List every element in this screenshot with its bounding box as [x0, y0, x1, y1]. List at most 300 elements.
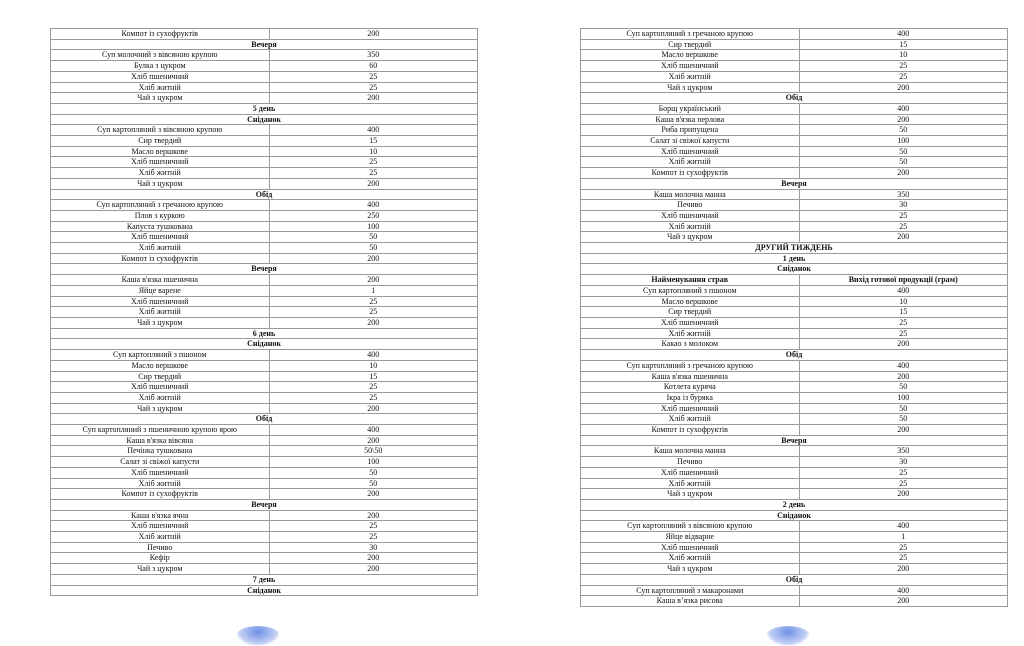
- dish-yield: 25: [799, 553, 1008, 564]
- dish-name: Салат зі свіжої капусти: [51, 457, 270, 468]
- dish-name: Печиво: [581, 457, 800, 468]
- dish-yield: 350: [269, 50, 478, 61]
- section-row: [51, 189, 478, 200]
- dish-name: Хліб житній: [51, 307, 270, 318]
- table-row: [581, 189, 1008, 200]
- dish-yield: 100: [799, 136, 1008, 147]
- dish-yield: 200: [269, 510, 478, 521]
- dish-name: Какао з молоком: [581, 339, 800, 350]
- dish-yield: 25: [799, 61, 1008, 72]
- dish-name: Хліб пшеничний: [51, 382, 270, 393]
- section-row: [581, 93, 1008, 104]
- dish-name: Сир твердий: [51, 136, 270, 147]
- table-row: [581, 114, 1008, 125]
- table-row: [581, 414, 1008, 425]
- dish-yield: 25: [799, 542, 1008, 553]
- dish-yield: 350: [799, 189, 1008, 200]
- table-row: [581, 478, 1008, 489]
- dish-name: Суп картопляний з вівсяною крупою: [51, 125, 270, 136]
- dish-yield: 50\50: [269, 446, 478, 457]
- dish-yield: 50: [799, 125, 1008, 136]
- dish-name: Хліб житній: [581, 478, 800, 489]
- table-row: [51, 221, 478, 232]
- dish-yield: 200: [269, 317, 478, 328]
- dish-yield: 25: [799, 210, 1008, 221]
- dish-yield: 200: [269, 489, 478, 500]
- dish-name: Каша в’язка рисова: [581, 596, 800, 607]
- table-row: [581, 200, 1008, 211]
- dish-name: Плов з куркою: [51, 210, 270, 221]
- table-row: [51, 93, 478, 104]
- dish-yield: 50: [269, 478, 478, 489]
- table-row: [51, 467, 478, 478]
- dish-name: Хліб пшеничний: [51, 157, 270, 168]
- table-header-row: [581, 275, 1008, 286]
- dish-name: Хліб пшеничний: [51, 467, 270, 478]
- dish-name: Хліб житній: [51, 82, 270, 93]
- section-heading: 6 день: [51, 328, 478, 339]
- dish-yield: 25: [269, 71, 478, 82]
- table-row: [51, 168, 478, 179]
- section-row: [51, 585, 478, 596]
- column-header-yield: Вихід готової продукції (грам): [799, 275, 1008, 286]
- table-row: [51, 542, 478, 553]
- dish-yield: 25: [799, 478, 1008, 489]
- dish-name: Сир твердий: [51, 371, 270, 382]
- dish-yield: 25: [269, 307, 478, 318]
- dish-yield: 15: [269, 371, 478, 382]
- table-row: [581, 146, 1008, 157]
- dish-yield: 100: [269, 221, 478, 232]
- dish-yield: 400: [269, 125, 478, 136]
- dish-name: Капуста тушкована: [51, 221, 270, 232]
- section-heading: Сніданок: [581, 264, 1008, 275]
- dish-yield: 400: [799, 285, 1008, 296]
- dish-yield: 200: [799, 425, 1008, 436]
- dish-name: Чай з цукром: [51, 93, 270, 104]
- dish-name: Чай з цукром: [51, 178, 270, 189]
- dish-name: Яйце варене: [51, 285, 270, 296]
- dish-name: Суп картопляний з вівсяною крупою: [581, 521, 800, 532]
- table-row: [581, 532, 1008, 543]
- table-row: [581, 585, 1008, 596]
- dish-name: Суп картопляний з гречаною крупою: [581, 29, 800, 40]
- table-row: [51, 317, 478, 328]
- dish-yield: 200: [799, 596, 1008, 607]
- section-heading: Обід: [51, 189, 478, 200]
- dish-yield: 25: [799, 467, 1008, 478]
- table-row: [581, 564, 1008, 575]
- dish-name: Чай з цукром: [581, 232, 800, 243]
- table-row: [51, 371, 478, 382]
- table-row: [51, 285, 478, 296]
- dish-name: Чай з цукром: [581, 564, 800, 575]
- dish-yield: 350: [799, 446, 1008, 457]
- section-heading: Вечеря: [51, 39, 478, 50]
- dish-yield: 100: [269, 457, 478, 468]
- table-row: [51, 275, 478, 286]
- dish-name: Чай з цукром: [51, 317, 270, 328]
- table-row: [51, 125, 478, 136]
- dish-yield: 10: [269, 360, 478, 371]
- section-row: [581, 264, 1008, 275]
- table-row: [51, 360, 478, 371]
- dish-name: Хліб пшеничний: [581, 61, 800, 72]
- dish-name: Суп картопляний з пшоном: [581, 285, 800, 296]
- dish-yield: 25: [269, 296, 478, 307]
- table-row: [51, 350, 478, 361]
- section-heading: Сніданок: [51, 114, 478, 125]
- dish-yield: 250: [269, 210, 478, 221]
- dish-yield: 25: [269, 82, 478, 93]
- dish-yield: 200: [799, 564, 1008, 575]
- table-row: [51, 200, 478, 211]
- dish-yield: 50: [799, 403, 1008, 414]
- dish-yield: 100: [799, 392, 1008, 403]
- section-row: [51, 114, 478, 125]
- table-row: [581, 61, 1008, 72]
- table-row: [581, 446, 1008, 457]
- dish-name: Ікра із буряка: [581, 392, 800, 403]
- dish-name: Масло вершкове: [51, 146, 270, 157]
- dish-yield: 25: [269, 382, 478, 393]
- dish-name: Масло вершкове: [581, 50, 800, 61]
- dish-yield: 60: [269, 61, 478, 72]
- section-heading: Сніданок: [581, 510, 1008, 521]
- dish-name: Кефір: [51, 553, 270, 564]
- table-row: [51, 553, 478, 564]
- dish-name: Суп картопляний з гречаною крупою: [581, 360, 800, 371]
- section-row: [51, 499, 478, 510]
- dish-name: Компот із сухофруктів: [581, 425, 800, 436]
- table-row: [51, 478, 478, 489]
- table-row: [581, 157, 1008, 168]
- table-row: [51, 146, 478, 157]
- dish-yield: 200: [799, 489, 1008, 500]
- column-header-dish: Найменування страв: [581, 275, 800, 286]
- table-row: [581, 596, 1008, 607]
- section-row: [51, 414, 478, 425]
- table-row: [581, 328, 1008, 339]
- table-row: [51, 521, 478, 532]
- dish-yield: 30: [799, 457, 1008, 468]
- table-row: [581, 542, 1008, 553]
- table-row: [581, 382, 1008, 393]
- table-row: [51, 232, 478, 243]
- table-row: [581, 125, 1008, 136]
- table-row: [51, 157, 478, 168]
- table-row: [581, 467, 1008, 478]
- section-row: [51, 39, 478, 50]
- dish-name: Суп молочний з вівсяною крупою: [51, 50, 270, 61]
- table-row: [581, 29, 1008, 40]
- dish-name: Суп картопляний з пшеничною крупою ярою: [51, 425, 270, 436]
- table-row: [51, 61, 478, 72]
- table-row: [51, 435, 478, 446]
- table-row: [581, 285, 1008, 296]
- section-heading: Обід: [581, 350, 1008, 361]
- dish-name: Хліб житній: [51, 168, 270, 179]
- dish-name: Сир твердий: [581, 307, 800, 318]
- dish-name: Хліб пшеничний: [51, 521, 270, 532]
- dish-name: Хліб пшеничний: [51, 71, 270, 82]
- dish-name: Масло вершкове: [51, 360, 270, 371]
- section-row: [581, 178, 1008, 189]
- dish-name: Суп картопляний з макаронами: [581, 585, 800, 596]
- dish-name: Хліб пшеничний: [581, 146, 800, 157]
- table-row: [581, 210, 1008, 221]
- table-row: [51, 446, 478, 457]
- table-row: [581, 403, 1008, 414]
- dish-name: Хліб житній: [51, 532, 270, 543]
- table-row: [51, 71, 478, 82]
- dish-name: Хліб житній: [581, 221, 800, 232]
- dish-yield: 25: [799, 317, 1008, 328]
- dish-name: Риба припущена: [581, 125, 800, 136]
- dish-yield: 30: [269, 542, 478, 553]
- table-row: [581, 553, 1008, 564]
- section-heading: Обід: [581, 574, 1008, 585]
- dish-name: Хліб пшеничний: [51, 232, 270, 243]
- dish-name: Хліб пшеничний: [581, 403, 800, 414]
- table-row: [51, 178, 478, 189]
- dish-name: Хліб житній: [51, 478, 270, 489]
- dish-yield: 10: [799, 296, 1008, 307]
- table-row: [51, 382, 478, 393]
- table-row: [51, 307, 478, 318]
- dish-yield: 200: [799, 168, 1008, 179]
- dish-yield: 15: [799, 39, 1008, 50]
- section-row: [51, 103, 478, 114]
- dish-yield: 200: [269, 178, 478, 189]
- dish-name: Каша в'язка вівсяна: [51, 435, 270, 446]
- table-row: [581, 103, 1008, 114]
- table-row: [581, 307, 1008, 318]
- dish-yield: 50: [799, 414, 1008, 425]
- table-row: [581, 339, 1008, 350]
- dish-yield: 200: [269, 435, 478, 446]
- dish-name: Каша молочна манна: [581, 446, 800, 457]
- dish-yield: 400: [799, 585, 1008, 596]
- dish-name: Чай з цукром: [51, 564, 270, 575]
- table-row: [581, 168, 1008, 179]
- section-heading: Вечеря: [581, 178, 1008, 189]
- dish-yield: 200: [269, 553, 478, 564]
- dish-name: Салат зі свіжої капусти: [581, 136, 800, 147]
- dish-yield: 400: [269, 425, 478, 436]
- dish-name: Чай з цукром: [581, 82, 800, 93]
- section-heading: Обід: [51, 414, 478, 425]
- section-row: [581, 350, 1008, 361]
- dish-yield: 25: [799, 71, 1008, 82]
- section-heading: Сніданок: [51, 339, 478, 350]
- page-decoration-icon: [236, 626, 280, 646]
- table-row: [581, 371, 1008, 382]
- section-heading: Вечеря: [51, 264, 478, 275]
- document-page-right: [580, 28, 1008, 607]
- dish-name: Каша в'язка пшенична: [51, 275, 270, 286]
- dish-yield: 200: [269, 253, 478, 264]
- dish-name: Борщ український: [581, 103, 800, 114]
- dish-name: Хліб житній: [581, 328, 800, 339]
- table-row: [581, 71, 1008, 82]
- table-row: [581, 317, 1008, 328]
- section-row: [51, 328, 478, 339]
- table-row: [51, 489, 478, 500]
- dish-name: Хліб житній: [51, 392, 270, 403]
- table-row: [51, 296, 478, 307]
- dish-name: Печиво: [581, 200, 800, 211]
- section-row: [51, 574, 478, 585]
- section-heading: 7 день: [51, 574, 478, 585]
- dish-yield: 200: [269, 93, 478, 104]
- table-row: [51, 425, 478, 436]
- section-row: [51, 264, 478, 275]
- table-row: [51, 243, 478, 254]
- menu-table: [580, 28, 1008, 607]
- dish-name: Каша в'язка перлова: [581, 114, 800, 125]
- dish-yield: 50: [799, 146, 1008, 157]
- section-row: [581, 253, 1008, 264]
- dish-name: Яйце відварне: [581, 532, 800, 543]
- section-row: [581, 510, 1008, 521]
- dish-yield: 200: [799, 371, 1008, 382]
- dish-yield: 25: [799, 328, 1008, 339]
- section-heading: Вечеря: [581, 435, 1008, 446]
- dish-yield: 50: [799, 157, 1008, 168]
- dish-name: Хліб пшеничний: [51, 296, 270, 307]
- section-heading: ДРУГИЙ ТИЖДЕНЬ: [581, 243, 1008, 254]
- dish-yield: 30: [799, 200, 1008, 211]
- dish-yield: 400: [269, 350, 478, 361]
- table-row: [581, 457, 1008, 468]
- dish-yield: 15: [269, 136, 478, 147]
- dish-yield: 200: [799, 114, 1008, 125]
- table-row: [51, 457, 478, 468]
- dish-yield: 25: [269, 168, 478, 179]
- dish-name: Чай з цукром: [51, 403, 270, 414]
- section-row: [581, 435, 1008, 446]
- table-row: [581, 489, 1008, 500]
- section-heading: Сніданок: [51, 585, 478, 596]
- dish-name: Компот із сухофруктів: [51, 29, 270, 40]
- dish-yield: 400: [799, 360, 1008, 371]
- table-row: [581, 425, 1008, 436]
- page-decoration-icon: [766, 626, 810, 646]
- table-row: [51, 403, 478, 414]
- dish-yield: 200: [269, 29, 478, 40]
- table-row: [51, 136, 478, 147]
- table-row: [581, 221, 1008, 232]
- table-row: [51, 564, 478, 575]
- table-row: [51, 392, 478, 403]
- dish-yield: 10: [269, 146, 478, 157]
- section-heading: Вечеря: [51, 499, 478, 510]
- section-heading: 1 день: [581, 253, 1008, 264]
- table-row: [581, 50, 1008, 61]
- table-row: [51, 253, 478, 264]
- table-row: [581, 39, 1008, 50]
- table-row: [51, 510, 478, 521]
- section-heading: 5 день: [51, 103, 478, 114]
- dish-name: Котлета куряча: [581, 382, 800, 393]
- dish-yield: 25: [799, 221, 1008, 232]
- dish-name: Масло вершкове: [581, 296, 800, 307]
- table-row: [51, 532, 478, 543]
- section-heading: 2 день: [581, 499, 1008, 510]
- dish-name: Чай з цукром: [581, 489, 800, 500]
- table-row: [581, 136, 1008, 147]
- table-row: [581, 232, 1008, 243]
- dish-name: Каша молочна манна: [581, 189, 800, 200]
- dish-yield: 400: [799, 103, 1008, 114]
- dish-yield: 1: [269, 285, 478, 296]
- menu-table: [50, 28, 478, 596]
- dish-name: Хліб житній: [581, 71, 800, 82]
- dish-yield: 15: [799, 307, 1008, 318]
- dish-yield: 10: [799, 50, 1008, 61]
- dish-name: Хліб пшеничний: [581, 210, 800, 221]
- dish-name: Печиво: [51, 542, 270, 553]
- dish-name: Хліб житній: [581, 157, 800, 168]
- dish-yield: 200: [269, 564, 478, 575]
- table-row: [581, 392, 1008, 403]
- dish-name: Компот із сухофруктів: [51, 489, 270, 500]
- dish-name: Компот із сухофруктів: [51, 253, 270, 264]
- dish-yield: 1: [799, 532, 1008, 543]
- section-row: [581, 499, 1008, 510]
- dish-name: Хліб пшеничний: [581, 467, 800, 478]
- section-row: [581, 574, 1008, 585]
- table-row: [51, 210, 478, 221]
- dish-name: Сир твердий: [581, 39, 800, 50]
- dish-name: Компот із сухофруктів: [581, 168, 800, 179]
- table-row: [581, 360, 1008, 371]
- dish-yield: 400: [799, 521, 1008, 532]
- dish-name: Хліб житній: [581, 553, 800, 564]
- dish-name: Булка з цукром: [51, 61, 270, 72]
- dish-yield: 25: [269, 532, 478, 543]
- dish-name: Суп картопляний з гречаною крупою: [51, 200, 270, 211]
- dish-yield: 200: [799, 232, 1008, 243]
- dish-yield: 50: [269, 243, 478, 254]
- dish-yield: 400: [269, 200, 478, 211]
- table-row: [51, 82, 478, 93]
- dish-yield: 50: [269, 467, 478, 478]
- dish-yield: 25: [269, 521, 478, 532]
- document-page-left: [50, 28, 478, 596]
- dish-yield: 400: [799, 29, 1008, 40]
- dish-yield: 25: [269, 392, 478, 403]
- dish-name: Печінка тушкована: [51, 446, 270, 457]
- dish-name: Суп картопляний з пшоном: [51, 350, 270, 361]
- section-heading: Обід: [581, 93, 1008, 104]
- dish-yield: 25: [269, 157, 478, 168]
- section-row: [51, 339, 478, 350]
- dish-name: Хліб житній: [581, 414, 800, 425]
- dish-name: Каша в'язка пшенична: [581, 371, 800, 382]
- dish-yield: 200: [269, 403, 478, 414]
- dish-yield: 200: [269, 275, 478, 286]
- table-row: [581, 296, 1008, 307]
- dish-name: Хліб пшеничний: [581, 317, 800, 328]
- dish-name: Каша в'язка ячна: [51, 510, 270, 521]
- section-row: [581, 243, 1008, 254]
- dish-yield: 200: [799, 82, 1008, 93]
- dish-yield: 50: [269, 232, 478, 243]
- dish-yield: 50: [799, 382, 1008, 393]
- table-row: [581, 521, 1008, 532]
